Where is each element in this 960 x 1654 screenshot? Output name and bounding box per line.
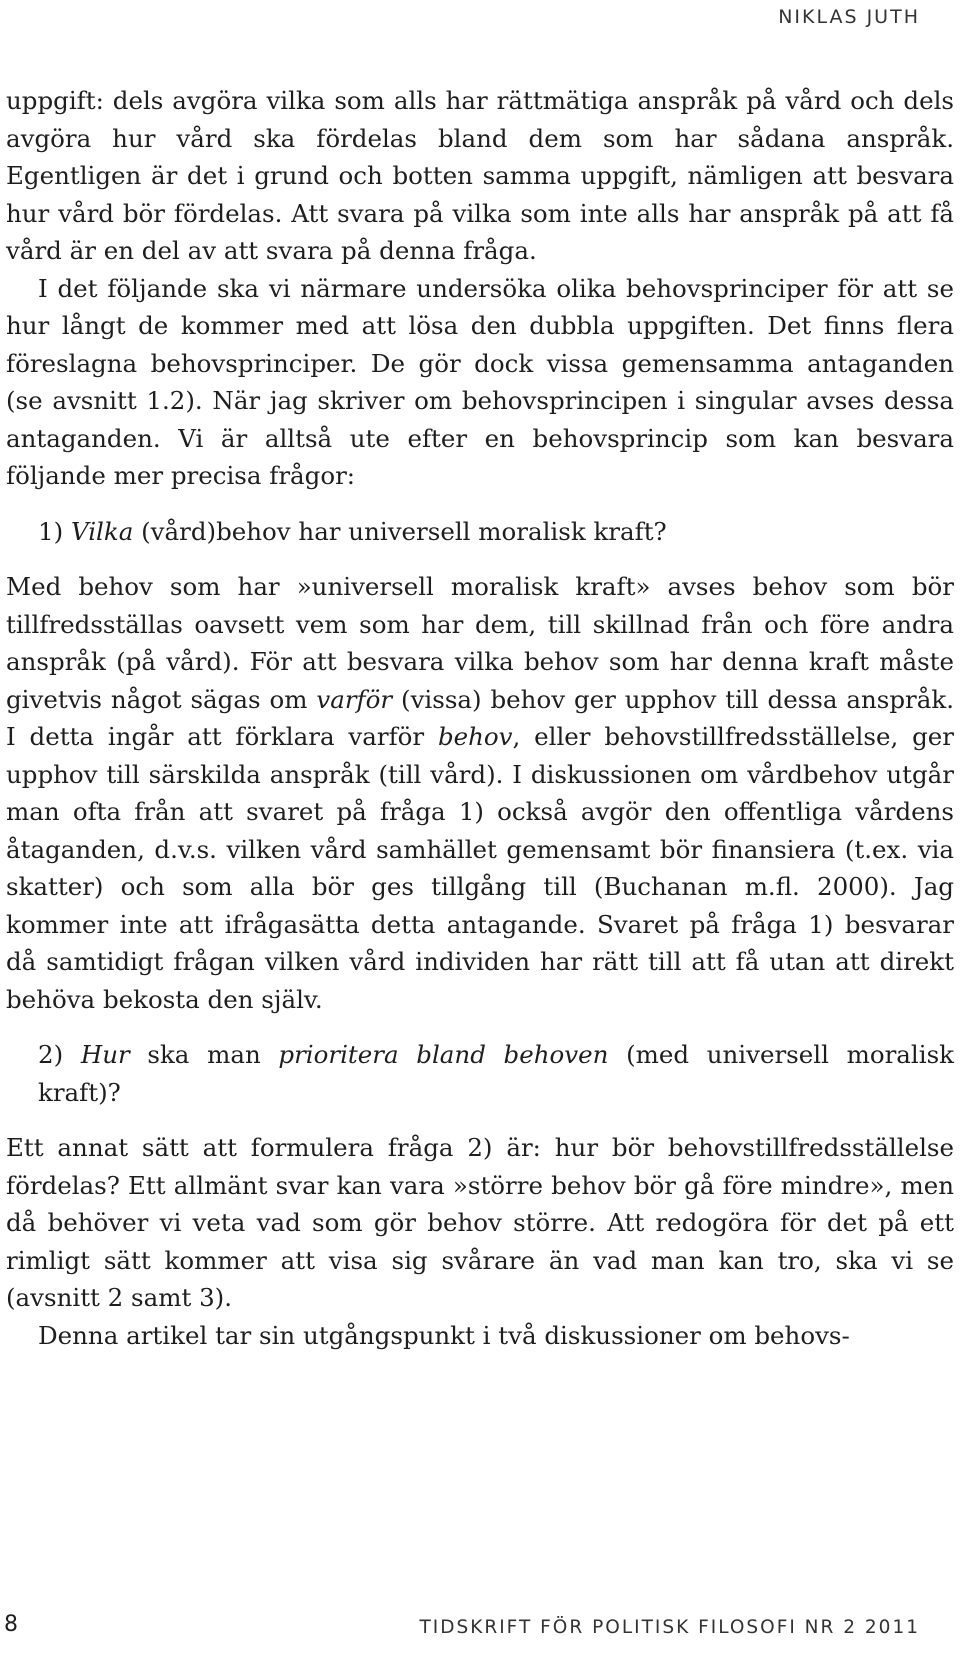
paragraph-1: uppgift: dels avgöra vilka som alls har rättmätiga anspråk på vård och dels avgöra hur vård ska fördelas bland dem som har sådana anspråk. Egentligen är det i grund och botten samma uppgift, nämligen att besvara hur vård bör fördelas. Att svara på vilka som inte alls har anspråk på att få vård är en del av att svara på denna fråga. [6,86,954,265]
paragraph-3-part-a: Med behov som har »universell moralisk kraft» avses behov som bör tillfredsställas oavsett vem som har dem, till skillnad från och före andra anspråk (på vård). För att besvara vilka behov som har denna kraft måste givetvis något sägas om [6,572,954,714]
paragraph-5: Denna artikel tar sin utgångspunkt i två diskussioner om behovs- [38,1320,850,1350]
question-1-prefix: 1) [38,516,71,546]
paragraph-3-emphasis-1: varför [316,684,393,714]
paragraph-4: Ett annat sätt att formulera fråga 2) är: hur bör behovstillfredsställelse fördelas? Ett allmänt svar kan vara »större behov bör gå före mindre», men då behöver vi veta vad som gör behov större. Att redogöra för det på ett rimligt sätt kommer att visa sig svårare än vad man kan tro, ska vi se (avsnitt 2 samt 3). [6,1133,954,1312]
question-2-prefix: 2) [38,1040,81,1069]
question-1 [38,513,954,551]
paragraph-3-emphasis-2: behov [437,722,513,751]
paragraph-3 [6,568,954,1018]
paragraph-3-part-b: (vissa) behov ger upphov till dessa anspråk. I detta ingår att förklara varför [6,684,954,751]
question-2-rest: (med universell moralisk kraft)? [38,1040,954,1107]
journal-footer: TIDSKRIFT FÖR POLITISK FILOSOFI NR 2 2011 [419,1617,920,1638]
page-number: 8 [4,1612,18,1637]
paragraph-3-part-c: , eller behovstillfredsställelse, ger upphov till särskilda anspråk (till vård). I diskussionen om vårdbehov utgår man ofta från att svaret på fråga 1) också avgör den offentliga vårdens åtaganden, d.v.s. vilken vård samhället gemensamt bör finansiera (t.ex. via skatter) och som alla bör ges tillgång till (Buchanan m.fl. 2000). Jag kommer inte att ifrågasätta detta antagande. Svaret på fråga 1) besvarar då samtidigt frågan vilken vård individen har rätt till att få utan att direkt behöva bekosta den själv. [6,722,954,1014]
question-2 [38,1036,954,1111]
question-2-italic-2: prioritera bland behoven [278,1040,609,1069]
question-1-rest: (vård)behov har universell moralisk kraft? [133,516,667,546]
question-2-mid: ska man [129,1040,279,1069]
question-2-italic-1: Hur [80,1040,130,1069]
paragraph-2: I det följande ska vi närmare undersöka olika behovsprinciper för att se hur långt de kommer med att lösa den dubbla uppgiften. Det finns flera föreslagna behovsprinciper. De gör dock vissa gemensamma antaganden (se avsnitt 1.2). När jag skriver om behovsprincipen i singular avses dessa antaganden. Vi är alltså ute efter en behovsprincip som kan besvara följande mer precisa frågor: [6,273,954,490]
question-1-italic: Vilka [70,516,134,546]
running-head: NIKLAS JUTH [778,6,920,28]
body-text [6,82,954,1354]
